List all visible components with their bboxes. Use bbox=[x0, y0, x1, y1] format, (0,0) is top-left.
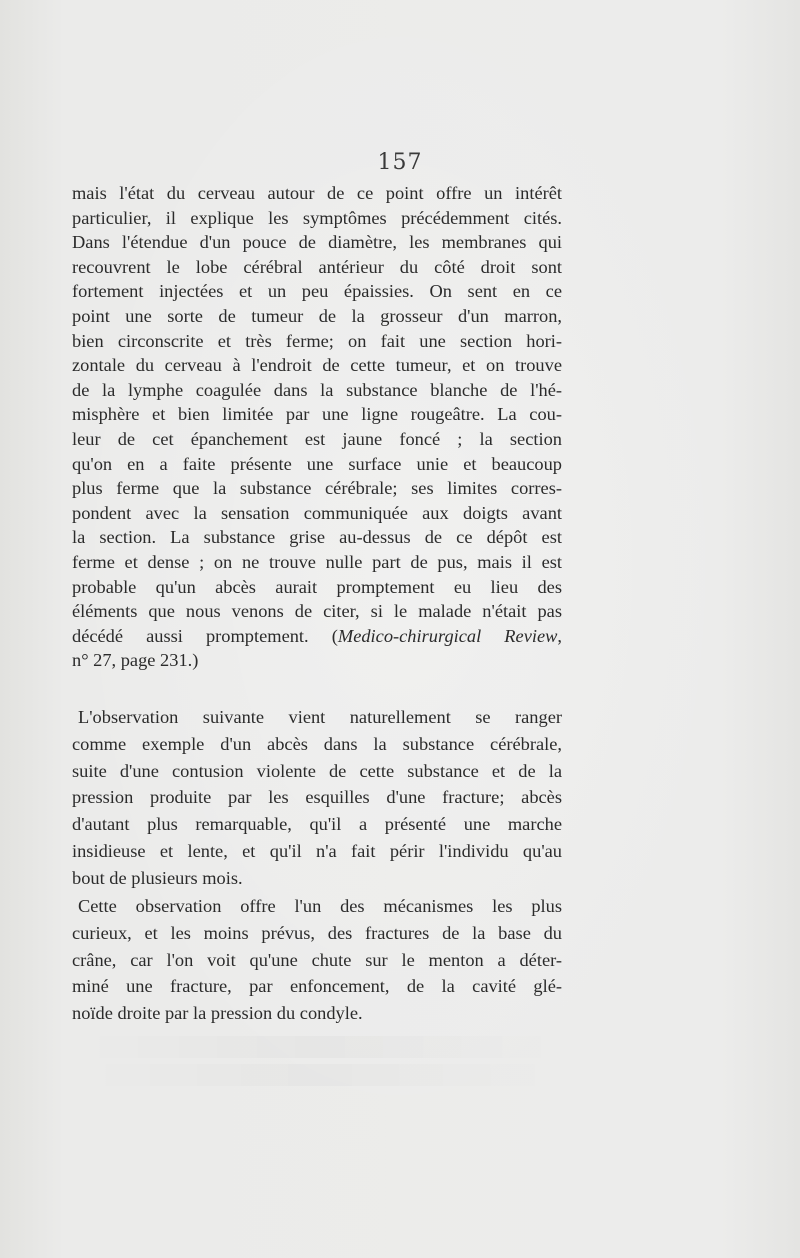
page-number: 157 bbox=[377, 150, 423, 175]
text-fragment: décédé aussi promptement. bbox=[72, 625, 309, 646]
text-line: particulier, il explique les symptômes précédemment cités. bbox=[72, 207, 562, 228]
text-line: Dans l'étendue d'un pouce de diamètre, les membranes qui bbox=[72, 232, 562, 253]
citation-source: Medico-chirurgical Review bbox=[337, 625, 558, 646]
citation-line bbox=[72, 624, 562, 649]
text-line: curieux, et les moins prévus, des fractures de la base du bbox=[72, 922, 562, 943]
paragraph-3 bbox=[72, 893, 562, 1027]
text-line: pondent avec la sensation communiquée aux doigts avant bbox=[72, 502, 562, 523]
text-line: bien circonscrite et très ferme; on fait une section hori- bbox=[72, 330, 562, 351]
text-line: leur de cet épanchement est jaune foncé ; la section bbox=[72, 428, 562, 449]
text-line: la section. La substance grise au-dessus de ce dépôt est bbox=[72, 527, 562, 548]
citation-open: ( bbox=[331, 625, 338, 646]
text-line: insidieuse et lente, et qu'il n'a fait périr l'individu qu'au bbox=[72, 840, 562, 861]
text-line: mais l'état du cerveau autour de ce point offre un intérêt bbox=[72, 183, 562, 203]
text-line: de la lymphe coagulée dans la substance blanche de l'hé- bbox=[72, 379, 562, 400]
text-line: n° 27, page 231.) bbox=[72, 650, 199, 671]
text-line: plus ferme que la substance cérébrale; ses limites corres- bbox=[72, 478, 562, 499]
text-line: zontale du cerveau à l'endroit de cette tumeur, et on trouve bbox=[72, 355, 562, 376]
citation-close: , bbox=[557, 625, 562, 646]
text-line: suite d'une contusion violente de cette substance et de la bbox=[72, 760, 562, 781]
text-line: probable qu'un abcès aurait promptement eu lieu des bbox=[72, 576, 562, 597]
text-line: éléments que nous venons de citer, si le malade n'était pas bbox=[72, 601, 562, 622]
paragraph-1 bbox=[72, 181, 562, 673]
text-line: d'autant plus remarquable, qu'il a présenté une marche bbox=[72, 814, 562, 835]
text-line: bout de plusieurs mois. bbox=[72, 867, 243, 888]
text-line: recouvrent le lobe cérébral antérieur du côté droit sont bbox=[72, 256, 562, 277]
text-line: miné une fracture, par enfoncement, de la cavité glé- bbox=[72, 976, 562, 997]
text-line: ferme et dense ; on ne trouve nulle part de pus, mais il est bbox=[72, 551, 562, 572]
text-line: misphère et bien limitée par une ligne rougeâtre. La cou- bbox=[72, 404, 562, 425]
paragraph-2 bbox=[72, 704, 562, 892]
text-line: point une sorte de tumeur de la grosseur d'un marron, bbox=[72, 305, 562, 326]
text-line: Cette observation offre l'un des mécanismes les plus bbox=[78, 896, 562, 916]
text-line: qu'on en a faite présente une surface unie et beaucoup bbox=[72, 453, 562, 474]
text-line: noïde droite par la pression du condyle. bbox=[72, 1003, 363, 1024]
show-through-texture bbox=[60, 1030, 580, 1100]
text-line: fortement injectées et un peu épaissies. On sent en ce bbox=[72, 281, 562, 302]
text-line: pression produite par les esquilles d'une fracture; abcès bbox=[72, 787, 562, 808]
text-line: L'observation suivante vient naturellement se ranger bbox=[78, 707, 562, 727]
text-line: crâne, car l'on voit qu'une chute sur le menton a déter- bbox=[72, 949, 562, 970]
text-line: comme exemple d'un abcès dans la substance cérébrale, bbox=[72, 733, 562, 754]
